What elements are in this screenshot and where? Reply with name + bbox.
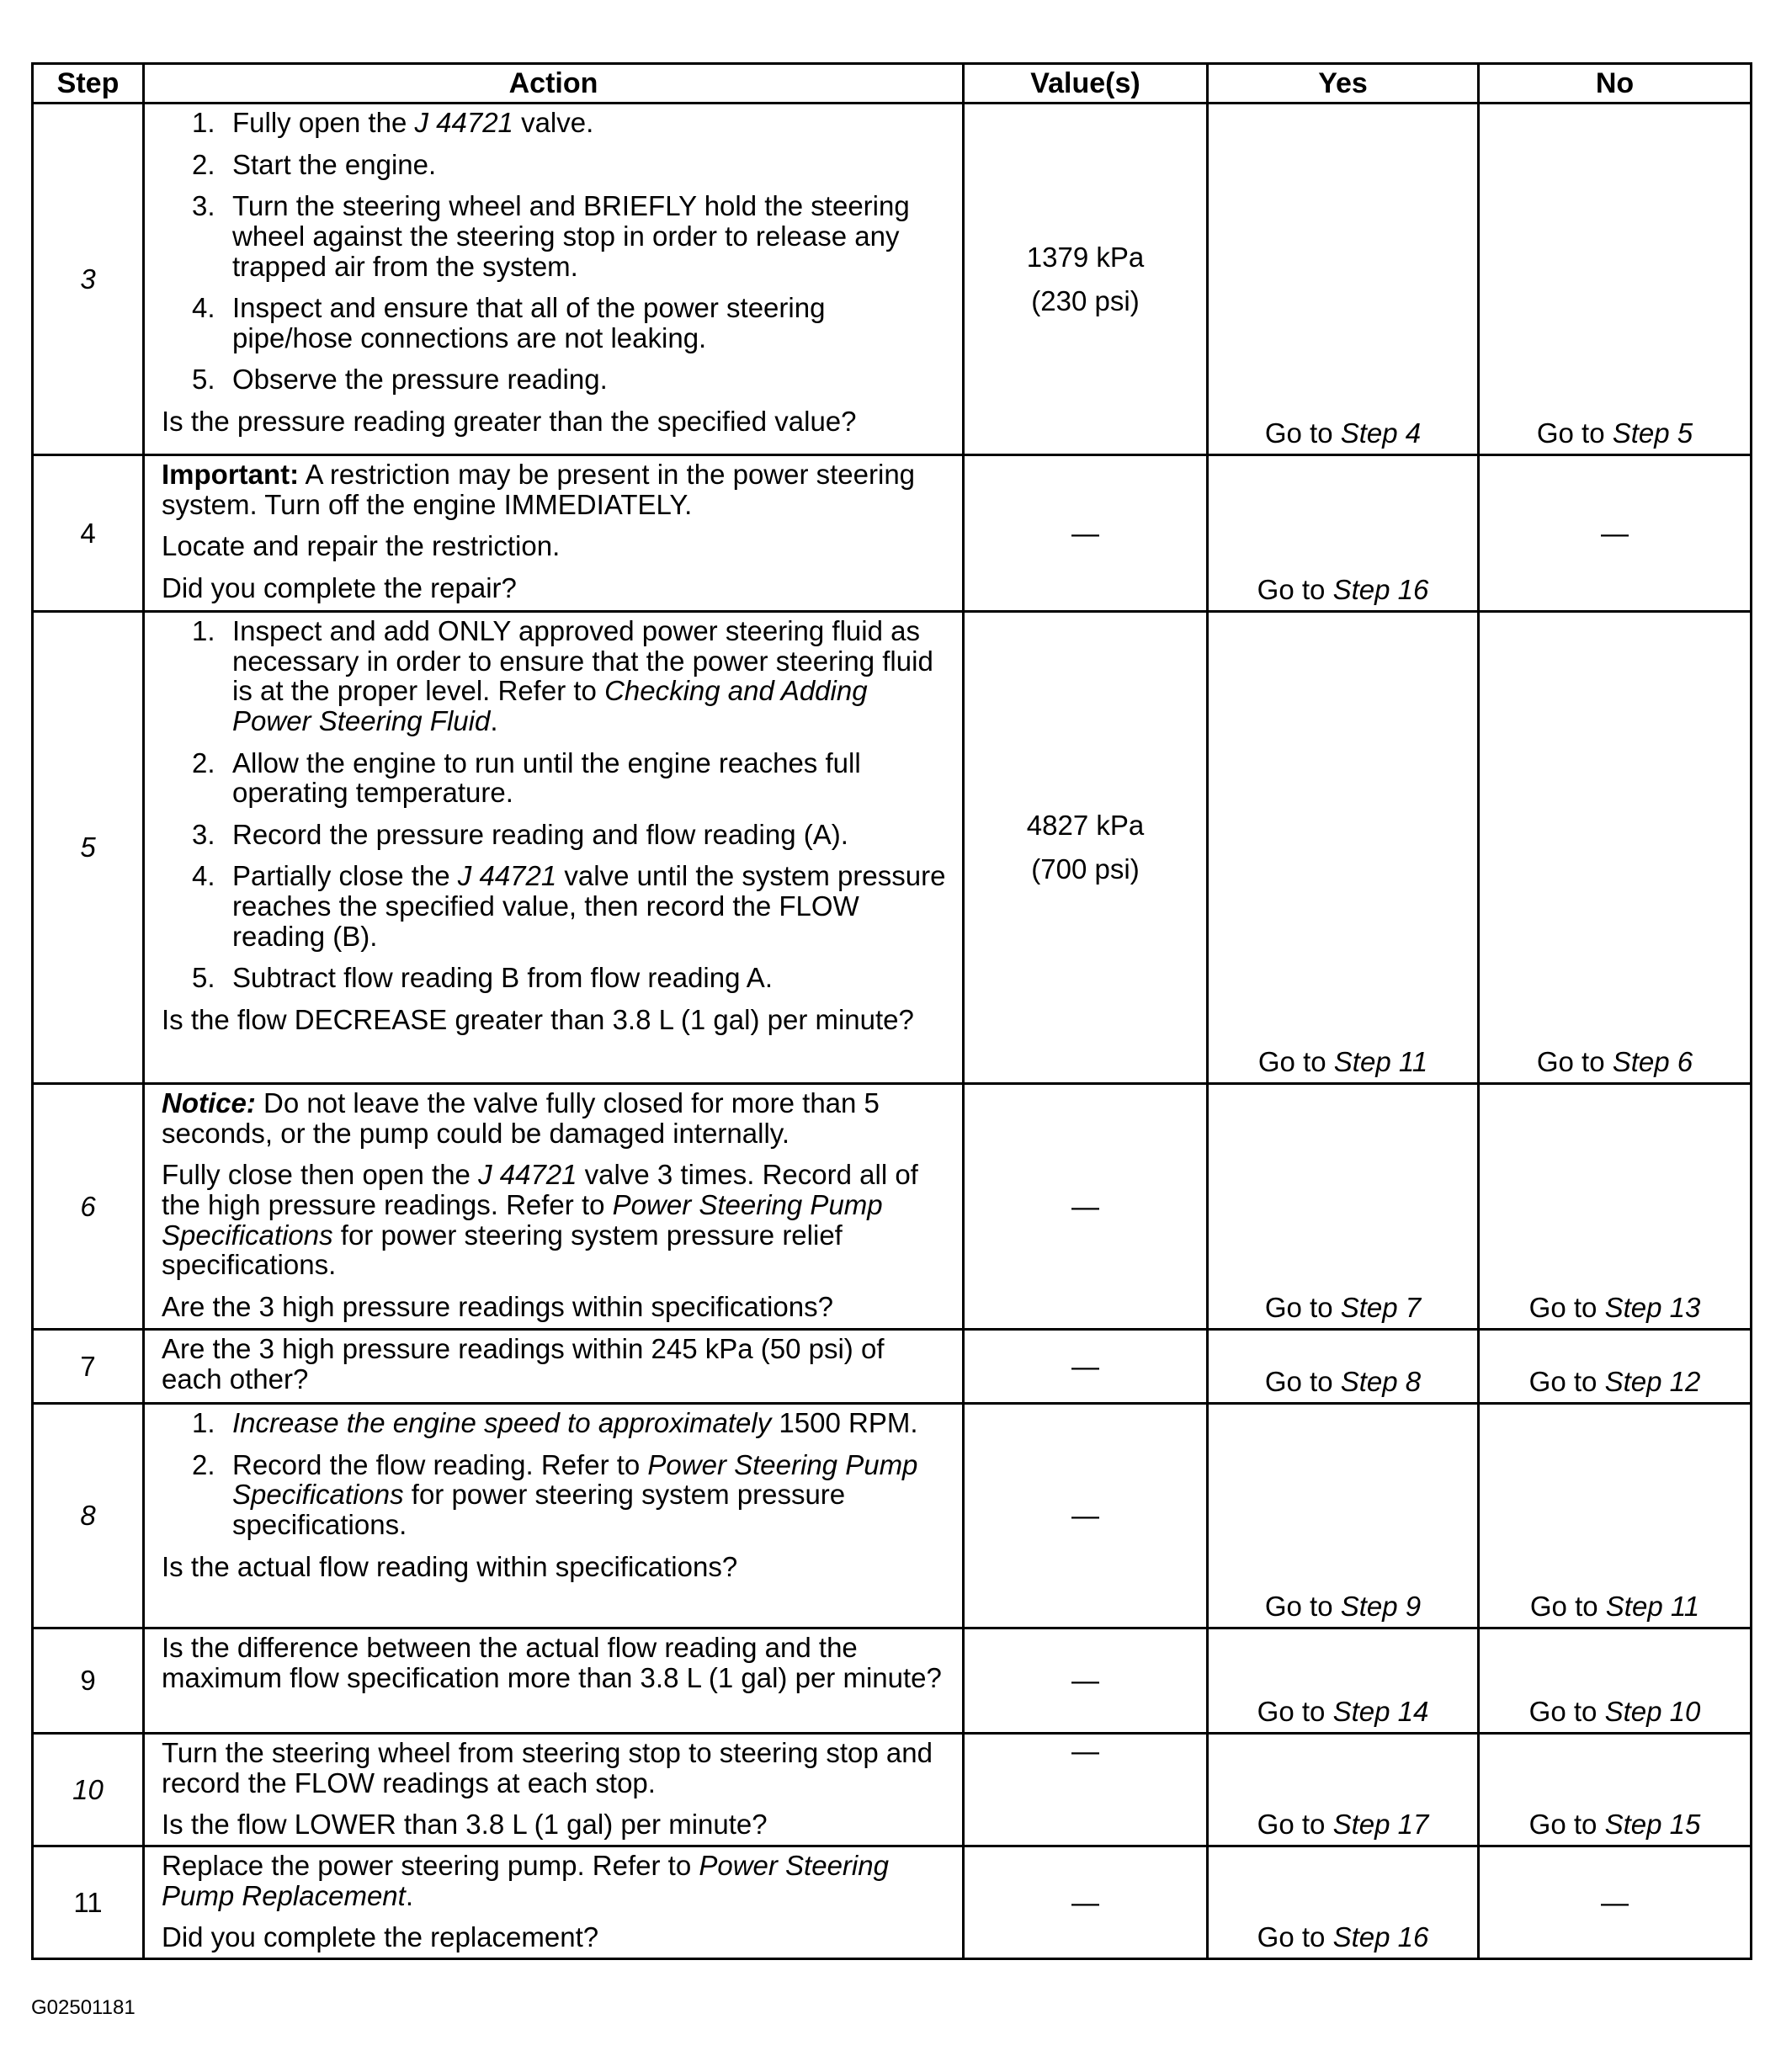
action-question: Are the 3 high pressure readings within specifications? [162,1290,833,1322]
no-step-link[interactable]: Step 6 [1612,1046,1693,1078]
item-number: 2. [192,1448,215,1480]
table-row-step-4 [33,455,1752,612]
yes-goto: Go to [1264,417,1341,449]
instruction-text: valve. [513,107,594,138]
reference-text: Increase the engine speed to approximately [232,1407,772,1438]
action-question: Is the actual flow reading within specifications? [162,1550,738,1582]
item-number: 3. [192,190,215,222]
action-question: Is the difference between the actual flow reading and the maximum flow specification more than 3.8 L (1 gal) per minute? [162,1632,942,1693]
value-imperial: (700 psi) [1031,853,1140,885]
instruction-text: . [490,704,498,736]
yes-cell [1208,1734,1479,1846]
item-number: 1. [192,1407,215,1438]
reference-text: Power Steering Pump Specifications [162,1188,883,1251]
no-step-link[interactable]: Step 15 [1604,1809,1701,1841]
instruction-text: Observe the pressure reading. [232,364,608,396]
notice-text: Do not leave the valve fully closed for more than 5 seconds, or the pump could be damaged internally. [162,1087,880,1149]
instruction-text: Record the flow reading. Refer to [232,1448,648,1480]
action-list [162,616,952,993]
no-step-link[interactable]: Step 10 [1604,1696,1701,1728]
important-note [162,460,952,519]
action-list [162,108,952,395]
action-question: Did you complete the repair? [162,571,517,603]
yes-step-link[interactable]: Step 14 [1332,1696,1429,1728]
yes-goto: Go to [1264,1292,1341,1324]
instruction-text: Fully close then open the [162,1159,479,1191]
no-cell [1479,1330,1752,1404]
action-cell [144,1404,964,1628]
yes-goto: Go to [1257,1921,1333,1953]
instruction-text: for power steering system pressure specifications. [232,1479,846,1540]
yes-cell [1208,104,1479,455]
value-cell: — [964,1404,1208,1628]
no-cell [1479,1628,1752,1734]
value-imperial: (230 psi) [1031,284,1140,316]
step-number: 4 [33,455,144,612]
yes-cell [1208,1628,1479,1734]
value-cell: — [964,455,1208,612]
instruction-text: Replace the power steering pump. Refer to [162,1849,699,1881]
no-goto: Go to [1536,1046,1613,1078]
important-text: A restriction may be present in the power steering system. Turn off the engine IMMEDIATELY. [162,459,916,520]
yes-goto: Go to [1257,1809,1333,1841]
action-list-item [162,293,952,353]
reference-text: Checking and Adding Power Steering Fluid [232,675,868,736]
reference-text: J 44721 [478,1159,577,1191]
reference-text: J 44721 [414,107,513,138]
action-instruction: Locate and repair the restriction. [162,530,561,562]
no-goto: Go to [1529,1591,1606,1623]
yes-cell [1208,455,1479,612]
yes-cell [1208,1404,1479,1628]
item-number: 5. [192,364,215,396]
instruction-text: valve until the system pressure reaches the specified value, then record the FLOW reading (B). [232,860,946,952]
no-cell: — [1479,455,1752,612]
action-list-item [162,963,952,993]
action-list-item [162,820,952,850]
yes-step-link[interactable]: Step 7 [1340,1292,1422,1324]
no-goto: Go to [1536,417,1613,449]
item-number: 2. [192,148,215,180]
instruction-text: Start the engine. [232,148,437,180]
item-number: 4. [192,860,215,892]
action-cell [144,1628,964,1734]
no-cell [1479,1734,1752,1846]
step-number: 10 [33,1734,144,1846]
diagnostic-table [31,62,1752,1960]
yes-step-link[interactable]: Step 4 [1340,417,1422,449]
yes-step-link[interactable]: Step 17 [1332,1809,1429,1841]
action-list-item [162,150,952,180]
value-cell: — [964,1628,1208,1734]
table-row-step-9 [33,1628,1752,1734]
figure-code: G02501181 [31,1996,136,2019]
yes-cell [1208,1846,1479,1958]
table-row-step-7 [33,1330,1752,1404]
value-cell [964,612,1208,1084]
value-cell: — [964,1846,1208,1958]
action-question: Is the flow LOWER than 3.8 L (1 gal) per minute? [162,1809,768,1841]
no-step-link[interactable]: Step 12 [1604,1366,1701,1398]
action-question: Did you complete the replacement? [162,1921,599,1953]
value-cell: — [964,1734,1208,1846]
step-number: 8 [33,1404,144,1628]
yes-step-link[interactable]: Step 9 [1340,1591,1422,1623]
header-action: Action [144,64,964,104]
no-cell: — [1479,1846,1752,1958]
action-question: Is the pressure reading greater than the specified value? [162,406,857,437]
action-list-item [162,748,952,808]
no-goto: Go to [1528,1809,1605,1841]
notice-label: Notice: [162,1087,256,1118]
no-step-link[interactable]: Step 5 [1612,417,1693,449]
item-number: 1. [192,107,215,138]
item-number: 3. [192,818,215,850]
yes-cell [1208,612,1479,1084]
table-row-step-10 [33,1734,1752,1846]
action-list [162,1408,952,1540]
no-cell [1479,612,1752,1084]
action-cell [144,455,964,612]
value-metric: 4827 kPa [1026,810,1145,842]
diagnostic-table-sheet [31,62,1750,1960]
reference-text: Power Steering Pump Specifications [232,1448,918,1511]
value-cell [964,104,1208,455]
instruction-text: Turn the steering wheel and BRIEFLY hold the steering wheel against the steering stop in order to release any trapped air from the system. [232,190,910,282]
yes-cell [1208,1330,1479,1404]
step-number: 11 [33,1846,144,1958]
step-number: 7 [33,1330,144,1404]
item-number: 5. [192,962,215,994]
yes-goto: Go to [1257,1046,1334,1078]
item-number: 4. [192,292,215,324]
table-row-step-5 [33,612,1752,1084]
instruction-text: for power steering system pressure relief specifications. [162,1219,843,1281]
action-list-item [162,861,952,951]
action-cell [144,612,964,1084]
action-list-item [162,191,952,281]
no-goto: Go to [1528,1292,1605,1324]
header-step: Step [33,64,144,104]
action-instruction: Turn the steering wheel from steering stop to steering stop and record the FLOW readings at each stop. [162,1737,933,1798]
step-number: 6 [33,1084,144,1330]
yes-step-link[interactable]: Step 16 [1332,574,1429,606]
instruction-text: Inspect and ensure that all of the power steering pipe/hose connections are not leaking. [232,292,826,353]
action-list-item [162,364,952,395]
important-label: Important: [162,459,300,490]
header-values: Value(s) [964,64,1208,104]
item-number: 2. [192,746,215,778]
notice-note [162,1088,952,1148]
header-yes: Yes [1208,64,1479,104]
yes-cell [1208,1084,1479,1330]
step-number: 3 [33,104,144,455]
no-cell [1479,1404,1752,1628]
yes-step-link[interactable]: Step 16 [1332,1921,1429,1953]
yes-step-link[interactable]: Step 8 [1340,1366,1422,1398]
reference-text: Power Steering Pump Replacement [162,1849,889,1911]
no-step-link[interactable]: Step 13 [1604,1292,1701,1324]
step-number: 9 [33,1628,144,1734]
value-cell: — [964,1084,1208,1330]
action-question: Is the flow DECREASE greater than 3.8 L (1 gal) per minute? [162,1003,914,1035]
value-cell: — [964,1330,1208,1404]
action-cell [144,1734,964,1846]
table-row-step-6 [33,1084,1752,1330]
yes-goto: Go to [1257,1696,1333,1728]
yes-goto: Go to [1264,1591,1341,1623]
no-step-link[interactable]: Step 11 [1605,1591,1700,1623]
action-list-item [162,108,952,138]
yes-goto: Go to [1264,1366,1341,1398]
action-cell [144,1846,964,1958]
instruction-text: valve 3 times. Record all of the high pressure readings. Refer to [162,1159,918,1220]
header-no: No [1479,64,1752,104]
step-number: 5 [33,612,144,1084]
instruction-text: Inspect and add ONLY approved power steering fluid as necessary in order to ensure that the power steering fluid is at the proper level. Refer to [232,615,933,707]
no-cell [1479,104,1752,455]
instruction-text: Partially close the [232,860,458,892]
action-cell [144,1084,964,1330]
header-row [33,64,1752,104]
action-list-item [162,616,952,736]
instruction-text: Record the pressure reading and flow reading (A). [232,818,848,850]
action-question: Are the 3 high pressure readings within 245 kPa (50 psi) of each other? [162,1333,885,1395]
table-row-step-3 [33,104,1752,455]
instruction-text: Fully open the [232,107,415,138]
value-metric: 1379 kPa [1026,241,1145,273]
instruction-text: Allow the engine to run until the engine reaches full operating temperature. [232,746,861,809]
no-cell [1479,1084,1752,1330]
yes-step-link[interactable]: Step 11 [1333,1046,1428,1078]
yes-goto: Go to [1257,574,1333,606]
instruction-text: 1500 RPM. [771,1407,918,1438]
table-row-step-11 [33,1846,1752,1958]
reference-text: J 44721 [457,860,557,892]
action-list-item [162,1408,952,1438]
instruction-text: . [405,1879,413,1911]
action-cell [144,104,964,455]
item-number: 1. [192,615,215,646]
action-list-item [162,1450,952,1540]
action-cell [144,1330,964,1404]
action-instruction [162,1160,952,1280]
table-row-step-8 [33,1404,1752,1628]
action-instruction [162,1851,952,1910]
no-goto: Go to [1528,1696,1605,1728]
instruction-text: Subtract flow reading B from flow reading A. [232,962,773,994]
no-goto: Go to [1528,1366,1605,1398]
